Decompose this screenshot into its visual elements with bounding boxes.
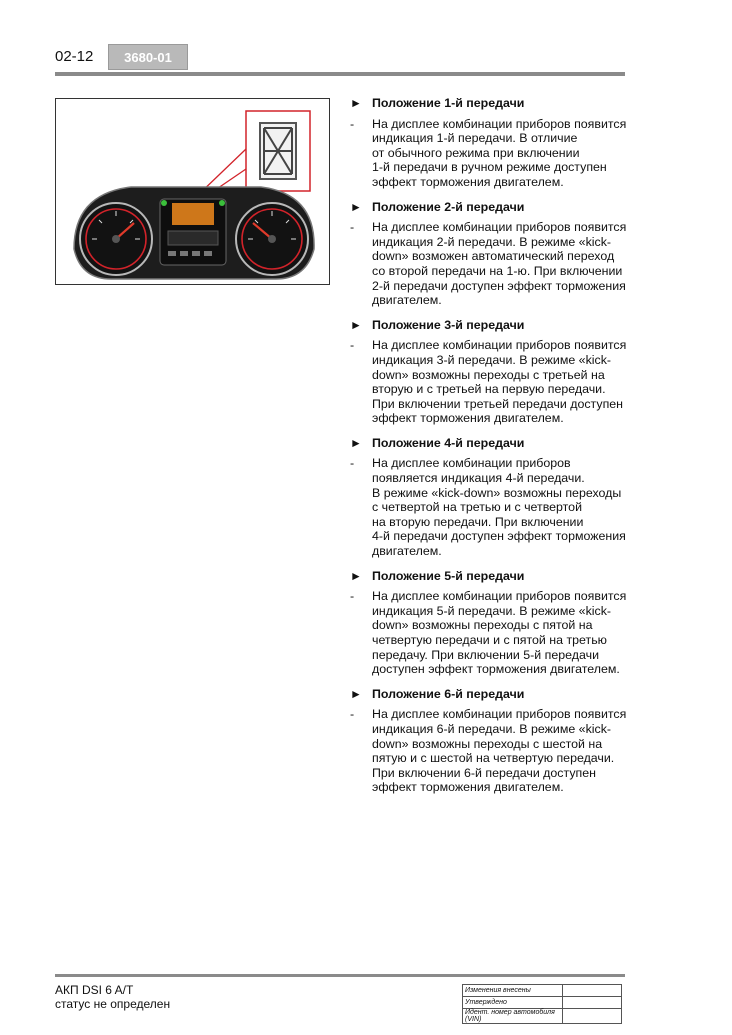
revision-row [463, 985, 622, 997]
bullet-arrow-icon: ► [350, 568, 362, 583]
dash-marker: - [350, 338, 355, 353]
dash-marker: - [350, 220, 355, 235]
section-heading [350, 96, 630, 111]
gear-section-2 [350, 200, 630, 308]
dash-marker: - [350, 589, 355, 604]
dash-marker: - [350, 116, 355, 131]
section-paragraph [350, 707, 630, 795]
revision-value [563, 997, 622, 1009]
section-heading-text: Положение 5-й передачи [372, 568, 525, 583]
page-number: 02-12 [55, 48, 94, 65]
footer-info [55, 983, 170, 1011]
bullet-arrow-icon: ► [350, 96, 362, 110]
section-paragraph-text: На дисплее комбинации приборов появится индикация 1-й передачи. В отличие от обычного режима при включении 1-й передачи в ручном режиме доступен эффект торможения двигателем. [372, 116, 627, 189]
section-paragraph [350, 117, 630, 190]
header-divider [55, 72, 625, 76]
section-paragraph [350, 220, 630, 308]
bullet-arrow-icon: ► [350, 435, 362, 450]
bullet-arrow-icon: ► [350, 317, 362, 332]
section-paragraph-text: На дисплее комбинации приборов появится индикация 2-й передачи. В режиме «kick- down» возможен автоматический переход со второй передачи на 1-ю. При включении 2-й передачи доступен эффект торможения двигателем. [372, 220, 627, 308]
section-heading-text: Положение 2-й передачи [372, 199, 525, 214]
footer-status: статус не определен [55, 997, 171, 1011]
section-paragraph-text: На дисплее комбинации приборов появится индикация 6-й передачи. В режиме «kick- down» возможны переходы с шестой на пятую и с шестой на четвертую передачи. При включении 6-й передачи доступен эффект торможения двигателем. [372, 707, 627, 795]
section-paragraph-text: На дисплее комбинации приборов появится индикация 3-й передачи. В режиме «kick- down» возможны переходы с третьей на вторую и с третьей на первую передачи. При включении третьей передачи доступен эффект торможения двигателем. [372, 338, 627, 426]
gear-section-4 [350, 436, 630, 559]
revision-row [463, 1009, 622, 1024]
section-heading-text: Положение 6-й передачи [372, 686, 525, 701]
section-heading [350, 436, 630, 451]
dash-marker: - [350, 456, 355, 471]
section-heading [350, 569, 630, 584]
instrument-cluster-figure [55, 98, 330, 285]
revision-label: Идент. номер автомобиля (VIN) [463, 1009, 563, 1024]
gear-section-3 [350, 318, 630, 426]
gear-section-5 [350, 569, 630, 677]
dash-marker: - [350, 707, 355, 722]
section-heading-text: Положение 4-й передачи [372, 435, 525, 450]
bullet-arrow-icon: ► [350, 199, 362, 214]
section-heading-text: Положение 1-й передачи [372, 96, 525, 110]
footer-title: АКП DSI 6 A/T [55, 983, 134, 997]
revision-value [563, 1009, 622, 1024]
section-paragraph-text: На дисплее комбинации приборов появляется индикация 4-й передачи. В режиме «kick-down» возможны переходы с четвертой на третью и с четвертой на вторую передачи. При включении 4-й передачи доступен эффект торможения двигателем. [372, 456, 626, 559]
instrument-cluster-illustration [56, 99, 329, 284]
footer-divider [55, 974, 625, 977]
document-code-badge: 3680-01 [108, 44, 188, 70]
section-paragraph-text: На дисплее комбинации приборов появится индикация 5-й передачи. В режиме «kick- down» возможны переходы с пятой на четвертую передачи и с пятой на третью передачу. При включении 5-й передачи доступен эффект торможения двигателем. [372, 589, 627, 677]
revision-table [462, 984, 622, 1024]
section-paragraph [350, 589, 630, 677]
revision-label: Утверждено [463, 997, 563, 1009]
gear-indicator-segment-display-icon [260, 123, 296, 179]
gear-section-1 [350, 96, 630, 190]
revision-label: Изменения внесены [463, 985, 563, 997]
bullet-arrow-icon: ► [350, 686, 362, 701]
gear-section-6 [350, 687, 630, 795]
section-heading [350, 200, 630, 215]
revision-value [563, 985, 622, 997]
section-paragraph [350, 338, 630, 426]
section-paragraph [350, 456, 630, 558]
section-heading-text: Положение 3-й передачи [372, 317, 525, 332]
gear-position-content [350, 96, 630, 805]
section-heading [350, 687, 630, 702]
section-heading [350, 318, 630, 333]
revision-row [463, 997, 622, 1009]
